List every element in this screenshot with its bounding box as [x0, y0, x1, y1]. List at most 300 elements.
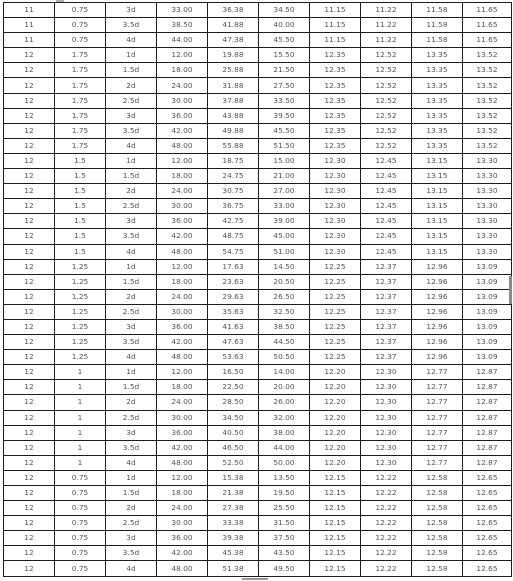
table-cell[interactable]: 13.09 [463, 350, 512, 365]
table-cell[interactable]: 12.30 [310, 244, 361, 259]
table-cell[interactable]: 12 [4, 335, 55, 350]
table-cell[interactable]: 12.45 [361, 169, 412, 184]
table-cell[interactable]: 1.25 [55, 319, 106, 334]
table-cell[interactable]: 12.35 [310, 78, 361, 93]
table-cell[interactable]: 16.50 [208, 365, 259, 380]
table-cell[interactable]: 12.30 [310, 199, 361, 214]
table-cell[interactable]: 3.5d [106, 440, 157, 455]
table-cell[interactable]: 15.38 [208, 470, 259, 485]
table-cell[interactable]: 13.15 [412, 229, 463, 244]
table-cell[interactable]: 12.77 [412, 380, 463, 395]
table-cell[interactable]: 15.00 [259, 153, 310, 168]
table-cell[interactable]: 12 [4, 455, 55, 470]
table-cell[interactable]: 12.15 [310, 486, 361, 501]
table-cell[interactable]: 25.88 [208, 63, 259, 78]
table-cell[interactable]: 21.50 [259, 63, 310, 78]
table-cell[interactable]: 41.88 [208, 18, 259, 33]
table-cell[interactable]: 2.5d [106, 304, 157, 319]
table-cell[interactable]: 24.00 [157, 395, 208, 410]
table-cell[interactable]: 12.25 [310, 259, 361, 274]
table-cell[interactable]: 12 [4, 516, 55, 531]
table-cell[interactable]: 33.50 [259, 93, 310, 108]
table-cell[interactable]: 12.15 [310, 501, 361, 516]
table-cell[interactable]: 36.00 [157, 531, 208, 546]
table-cell[interactable]: 0.75 [55, 18, 106, 33]
table-cell[interactable]: 51.38 [208, 561, 259, 576]
table-cell[interactable]: 11.22 [361, 3, 412, 18]
table-cell[interactable]: 48.00 [157, 350, 208, 365]
table-cell[interactable]: 12.00 [157, 153, 208, 168]
table-cell[interactable]: 12 [4, 259, 55, 274]
table-cell[interactable]: 19.88 [208, 48, 259, 63]
table-cell[interactable]: 44.00 [157, 33, 208, 48]
table-cell[interactable]: 26.50 [259, 289, 310, 304]
table-cell[interactable]: 37.88 [208, 93, 259, 108]
table-cell[interactable]: 13.30 [463, 229, 512, 244]
table-cell[interactable]: 12.35 [310, 138, 361, 153]
table-cell[interactable]: 12.37 [361, 274, 412, 289]
table-cell[interactable]: 36.00 [157, 319, 208, 334]
table-cell[interactable]: 14.50 [259, 259, 310, 274]
table-cell[interactable]: 12 [4, 63, 55, 78]
table-cell[interactable]: 12.45 [361, 184, 412, 199]
table-cell[interactable]: 38.50 [157, 18, 208, 33]
table-cell[interactable]: 27.38 [208, 501, 259, 516]
table-cell[interactable]: 12 [4, 169, 55, 184]
table-cell[interactable]: 12.20 [310, 365, 361, 380]
table-cell[interactable]: 12.58 [412, 531, 463, 546]
table-cell[interactable]: 0.75 [55, 3, 106, 18]
table-cell[interactable]: 12.87 [463, 395, 512, 410]
table-cell[interactable]: 12 [4, 440, 55, 455]
table-cell[interactable]: 49.88 [208, 123, 259, 138]
table-cell[interactable]: 12 [4, 244, 55, 259]
table-cell[interactable]: 42.00 [157, 546, 208, 561]
table-cell[interactable]: 1.5 [55, 199, 106, 214]
table-cell[interactable]: 12.30 [361, 395, 412, 410]
table-cell[interactable]: 11.15 [310, 3, 361, 18]
table-cell[interactable]: 36.00 [157, 108, 208, 123]
table-cell[interactable]: 0.75 [55, 33, 106, 48]
table-cell[interactable]: 12.25 [310, 319, 361, 334]
table-cell[interactable]: 12.65 [463, 531, 512, 546]
table-cell[interactable]: 12.45 [361, 153, 412, 168]
table-cell[interactable]: 22.50 [208, 380, 259, 395]
table-cell[interactable]: 12.25 [310, 335, 361, 350]
table-cell[interactable]: 12.58 [412, 501, 463, 516]
table-cell[interactable]: 12.37 [361, 350, 412, 365]
table-cell[interactable]: 1.5 [55, 153, 106, 168]
table-cell[interactable]: 12.65 [463, 561, 512, 576]
table-cell[interactable]: 1 [55, 395, 106, 410]
table-cell[interactable]: 12.52 [361, 78, 412, 93]
table-cell[interactable]: 4d [106, 244, 157, 259]
table-cell[interactable]: 12.20 [310, 380, 361, 395]
table-cell[interactable]: 17.63 [208, 259, 259, 274]
table-cell[interactable]: 45.00 [259, 229, 310, 244]
table-cell[interactable]: 12 [4, 395, 55, 410]
table-cell[interactable]: 11 [4, 33, 55, 48]
table-cell[interactable]: 12.25 [310, 274, 361, 289]
table-cell[interactable]: 1d [106, 365, 157, 380]
table-cell[interactable]: 1 [55, 365, 106, 380]
table-cell[interactable]: 12.15 [310, 531, 361, 546]
table-cell[interactable]: 12.37 [361, 259, 412, 274]
table-cell[interactable]: 13.15 [412, 169, 463, 184]
table-cell[interactable]: 12.77 [412, 410, 463, 425]
table-cell[interactable]: 12.35 [310, 48, 361, 63]
table-cell[interactable]: 43.88 [208, 108, 259, 123]
table-cell[interactable]: 12.87 [463, 455, 512, 470]
table-cell[interactable]: 13.52 [463, 108, 512, 123]
table-cell[interactable]: 3d [106, 531, 157, 546]
table-cell[interactable]: 4d [106, 350, 157, 365]
table-cell[interactable]: 12.30 [361, 410, 412, 425]
table-cell[interactable]: 3d [106, 108, 157, 123]
table-cell[interactable]: 1.75 [55, 78, 106, 93]
table-cell[interactable]: 12.45 [361, 199, 412, 214]
table-cell[interactable]: 12.52 [361, 93, 412, 108]
table-cell[interactable]: 11.58 [412, 3, 463, 18]
table-cell[interactable]: 51.50 [259, 138, 310, 153]
table-cell[interactable]: 12.45 [361, 244, 412, 259]
table-cell[interactable]: 1.75 [55, 108, 106, 123]
table-cell[interactable]: 27.00 [259, 184, 310, 199]
table-cell[interactable]: 50.00 [259, 455, 310, 470]
table-cell[interactable]: 12.30 [310, 214, 361, 229]
table-cell[interactable]: 13.15 [412, 214, 463, 229]
table-cell[interactable]: 12.15 [310, 561, 361, 576]
table-cell[interactable]: 12 [4, 289, 55, 304]
table-cell[interactable]: 13.52 [463, 123, 512, 138]
table-cell[interactable]: 31.50 [259, 516, 310, 531]
table-cell[interactable]: 24.00 [157, 501, 208, 516]
table-cell[interactable]: 12.77 [412, 425, 463, 440]
table-cell[interactable]: 12 [4, 123, 55, 138]
table-cell[interactable]: 12.22 [361, 470, 412, 485]
table-cell[interactable]: 2.5d [106, 199, 157, 214]
table-cell[interactable]: 12.58 [412, 516, 463, 531]
table-cell[interactable]: 15.50 [259, 48, 310, 63]
table-cell[interactable]: 12.30 [361, 380, 412, 395]
table-cell[interactable]: 3d [106, 319, 157, 334]
table-cell[interactable]: 20.00 [259, 380, 310, 395]
table-cell[interactable]: 40.50 [208, 425, 259, 440]
table-cell[interactable]: 12.35 [310, 123, 361, 138]
table-cell[interactable]: 18.00 [157, 380, 208, 395]
table-cell[interactable]: 11.65 [463, 33, 512, 48]
table-cell[interactable]: 12 [4, 304, 55, 319]
table-cell[interactable]: 12 [4, 350, 55, 365]
table-cell[interactable]: 4d [106, 138, 157, 153]
table-cell[interactable]: 12.87 [463, 365, 512, 380]
table-cell[interactable]: 33.00 [259, 199, 310, 214]
table-cell[interactable]: 24.00 [157, 289, 208, 304]
table-cell[interactable]: 42.00 [157, 123, 208, 138]
table-cell[interactable]: 13.09 [463, 289, 512, 304]
table-cell[interactable]: 12.52 [361, 123, 412, 138]
table-cell[interactable]: 12.35 [310, 108, 361, 123]
table-cell[interactable]: 18.00 [157, 169, 208, 184]
table-cell[interactable]: 12.30 [361, 365, 412, 380]
table-cell[interactable]: 12 [4, 561, 55, 576]
table-cell[interactable]: 35.63 [208, 304, 259, 319]
table-cell[interactable]: 1.25 [55, 274, 106, 289]
table-cell[interactable]: 2d [106, 184, 157, 199]
table-cell[interactable]: 1d [106, 470, 157, 485]
table-cell[interactable]: 51.00 [259, 244, 310, 259]
table-cell[interactable]: 13.15 [412, 199, 463, 214]
table-cell[interactable]: 12.37 [361, 304, 412, 319]
table-cell[interactable]: 39.50 [259, 108, 310, 123]
table-cell[interactable]: 2.5d [106, 410, 157, 425]
table-cell[interactable]: 12.30 [310, 229, 361, 244]
table-cell[interactable]: 18.00 [157, 274, 208, 289]
table-cell[interactable]: 12.30 [361, 455, 412, 470]
table-cell[interactable]: 1.5 [55, 169, 106, 184]
table-cell[interactable]: 1.5 [55, 214, 106, 229]
table-cell[interactable]: 46.50 [208, 440, 259, 455]
table-cell[interactable]: 1.25 [55, 350, 106, 365]
table-cell[interactable]: 36.38 [208, 3, 259, 18]
table-cell[interactable]: 41.63 [208, 319, 259, 334]
table-cell[interactable]: 0.75 [55, 501, 106, 516]
table-cell[interactable]: 12.77 [412, 395, 463, 410]
table-cell[interactable]: 12.87 [463, 410, 512, 425]
table-cell[interactable]: 12.96 [412, 274, 463, 289]
table-cell[interactable]: 12.58 [412, 486, 463, 501]
table-cell[interactable]: 12 [4, 184, 55, 199]
table-cell[interactable]: 13.09 [463, 319, 512, 334]
table-cell[interactable]: 48.00 [157, 455, 208, 470]
table-cell[interactable]: 1.5d [106, 380, 157, 395]
table-cell[interactable]: 39.00 [259, 214, 310, 229]
table-cell[interactable]: 1d [106, 153, 157, 168]
table-cell[interactable]: 3d [106, 214, 157, 229]
table-cell[interactable]: 49.50 [259, 561, 310, 576]
table-cell[interactable]: 13.30 [463, 244, 512, 259]
table-cell[interactable]: 3.5d [106, 546, 157, 561]
table-cell[interactable]: 12 [4, 229, 55, 244]
table-cell[interactable]: 0.75 [55, 561, 106, 576]
table-cell[interactable]: 29.63 [208, 289, 259, 304]
table-cell[interactable]: 45.50 [259, 33, 310, 48]
table-cell[interactable]: 27.50 [259, 78, 310, 93]
table-cell[interactable]: 12 [4, 380, 55, 395]
table-cell[interactable]: 1.25 [55, 259, 106, 274]
table-cell[interactable]: 13.52 [463, 78, 512, 93]
table-cell[interactable]: 13.30 [463, 169, 512, 184]
table-cell[interactable]: 12.58 [412, 546, 463, 561]
table-cell[interactable]: 2d [106, 395, 157, 410]
table-cell[interactable]: 3d [106, 3, 157, 18]
table-cell[interactable]: 32.50 [259, 304, 310, 319]
table-cell[interactable]: 12.30 [310, 153, 361, 168]
table-cell[interactable]: 11.22 [361, 33, 412, 48]
table-cell[interactable]: 12.15 [310, 516, 361, 531]
table-cell[interactable]: 12.25 [310, 350, 361, 365]
table-cell[interactable]: 38.50 [259, 319, 310, 334]
table-cell[interactable]: 12.45 [361, 214, 412, 229]
table-cell[interactable]: 11.15 [310, 33, 361, 48]
table-cell[interactable]: 52.50 [208, 455, 259, 470]
table-cell[interactable]: 30.75 [208, 184, 259, 199]
table-cell[interactable]: 4d [106, 455, 157, 470]
table-cell[interactable]: 12 [4, 78, 55, 93]
table-cell[interactable]: 1.75 [55, 48, 106, 63]
table-cell[interactable]: 12.37 [361, 335, 412, 350]
table-cell[interactable]: 37.50 [259, 531, 310, 546]
table-cell[interactable]: 1.5 [55, 244, 106, 259]
table-cell[interactable]: 30.00 [157, 516, 208, 531]
table-cell[interactable]: 3d [106, 425, 157, 440]
table-cell[interactable]: 24.75 [208, 169, 259, 184]
table-cell[interactable]: 13.15 [412, 153, 463, 168]
table-cell[interactable]: 12 [4, 501, 55, 516]
table-cell[interactable]: 12.15 [310, 470, 361, 485]
table-cell[interactable]: 30.00 [157, 410, 208, 425]
table-cell[interactable]: 11.65 [463, 3, 512, 18]
table-cell[interactable]: 11.65 [463, 18, 512, 33]
table-cell[interactable]: 13.09 [463, 259, 512, 274]
table-cell[interactable]: 13.50 [259, 470, 310, 485]
table-cell[interactable]: 1.25 [55, 335, 106, 350]
table-cell[interactable]: 12 [4, 108, 55, 123]
table-cell[interactable]: 12.37 [361, 319, 412, 334]
table-cell[interactable]: 12.45 [361, 229, 412, 244]
table-cell[interactable]: 47.63 [208, 335, 259, 350]
table-cell[interactable]: 13.35 [412, 108, 463, 123]
table-cell[interactable]: 1 [55, 440, 106, 455]
table-cell[interactable]: 24.00 [157, 184, 208, 199]
table-cell[interactable]: 12 [4, 531, 55, 546]
table-cell[interactable]: 3.5d [106, 335, 157, 350]
table-cell[interactable]: 18.75 [208, 153, 259, 168]
table-cell[interactable]: 48.00 [157, 244, 208, 259]
table-cell[interactable]: 12.52 [361, 63, 412, 78]
table-cell[interactable]: 12 [4, 319, 55, 334]
table-cell[interactable]: 12.22 [361, 516, 412, 531]
table-cell[interactable]: 12.52 [361, 138, 412, 153]
table-cell[interactable]: 2.5d [106, 516, 157, 531]
table-cell[interactable]: 12.96 [412, 259, 463, 274]
table-cell[interactable]: 1.5d [106, 169, 157, 184]
table-cell[interactable]: 3.5d [106, 18, 157, 33]
table-cell[interactable]: 12 [4, 93, 55, 108]
table-cell[interactable]: 0.75 [55, 486, 106, 501]
table-cell[interactable]: 12 [4, 425, 55, 440]
table-cell[interactable]: 12 [4, 470, 55, 485]
table-cell[interactable]: 26.00 [259, 395, 310, 410]
table-cell[interactable]: 1.75 [55, 63, 106, 78]
table-cell[interactable]: 11.22 [361, 18, 412, 33]
table-cell[interactable]: 18.00 [157, 486, 208, 501]
table-cell[interactable]: 2d [106, 289, 157, 304]
vertical-scrollbar-thumb[interactable] [509, 276, 512, 304]
table-cell[interactable]: 11 [4, 18, 55, 33]
table-cell[interactable]: 2d [106, 501, 157, 516]
table-cell[interactable]: 12.35 [310, 93, 361, 108]
table-cell[interactable]: 11 [4, 3, 55, 18]
table-cell[interactable]: 13.15 [412, 184, 463, 199]
table-cell[interactable]: 12.00 [157, 365, 208, 380]
table-cell[interactable]: 12 [4, 365, 55, 380]
table-cell[interactable]: 1.5d [106, 63, 157, 78]
table-cell[interactable]: 12.20 [310, 425, 361, 440]
table-cell[interactable]: 4d [106, 33, 157, 48]
table-cell[interactable]: 12.20 [310, 440, 361, 455]
table-cell[interactable]: 12.37 [361, 289, 412, 304]
table-cell[interactable]: 42.75 [208, 214, 259, 229]
table-cell[interactable]: 40.00 [259, 18, 310, 33]
table-cell[interactable]: 1.5 [55, 229, 106, 244]
table-cell[interactable]: 38.00 [259, 425, 310, 440]
table-cell[interactable]: 12.25 [310, 289, 361, 304]
table-cell[interactable]: 1.5 [55, 184, 106, 199]
table-cell[interactable]: 12.65 [463, 546, 512, 561]
table-cell[interactable]: 12.87 [463, 380, 512, 395]
table-cell[interactable]: 1.75 [55, 138, 106, 153]
table-cell[interactable]: 32.00 [259, 410, 310, 425]
table-cell[interactable]: 30.00 [157, 93, 208, 108]
table-cell[interactable]: 12.15 [310, 546, 361, 561]
table-cell[interactable]: 12.20 [310, 410, 361, 425]
table-cell[interactable]: 1.25 [55, 304, 106, 319]
table-cell[interactable]: 12.00 [157, 259, 208, 274]
table-cell[interactable]: 44.50 [259, 335, 310, 350]
table-cell[interactable]: 12.52 [361, 48, 412, 63]
table-cell[interactable]: 13.52 [463, 93, 512, 108]
table-cell[interactable]: 13.30 [463, 153, 512, 168]
table-cell[interactable]: 50.50 [259, 350, 310, 365]
table-cell[interactable]: 12 [4, 274, 55, 289]
table-cell[interactable]: 1 [55, 380, 106, 395]
table-cell[interactable]: 42.00 [157, 229, 208, 244]
table-cell[interactable]: 20.50 [259, 274, 310, 289]
table-cell[interactable]: 13.30 [463, 214, 512, 229]
table-cell[interactable]: 34.50 [208, 410, 259, 425]
table-cell[interactable]: 12 [4, 546, 55, 561]
table-cell[interactable]: 12.22 [361, 531, 412, 546]
table-cell[interactable]: 14.00 [259, 365, 310, 380]
table-cell[interactable]: 3.5d [106, 123, 157, 138]
table-cell[interactable]: 1d [106, 259, 157, 274]
table-cell[interactable]: 12.20 [310, 455, 361, 470]
table-cell[interactable]: 33.00 [157, 3, 208, 18]
table-cell[interactable]: 1.75 [55, 93, 106, 108]
table-cell[interactable]: 39.38 [208, 531, 259, 546]
table-cell[interactable]: 13.35 [412, 123, 463, 138]
table-cell[interactable]: 43.50 [259, 546, 310, 561]
table-cell[interactable]: 12.35 [310, 63, 361, 78]
table-cell[interactable]: 13.52 [463, 48, 512, 63]
table-cell[interactable]: 12.22 [361, 561, 412, 576]
table-cell[interactable]: 13.52 [463, 63, 512, 78]
table-cell[interactable]: 12 [4, 199, 55, 214]
table-cell[interactable]: 48.75 [208, 229, 259, 244]
table-cell[interactable]: 42.00 [157, 440, 208, 455]
table-cell[interactable]: 31.88 [208, 78, 259, 93]
table-cell[interactable]: 2.5d [106, 93, 157, 108]
table-cell[interactable]: 48.00 [157, 561, 208, 576]
table-cell[interactable]: 1.25 [55, 289, 106, 304]
table-cell[interactable]: 13.35 [412, 48, 463, 63]
table-cell[interactable]: 13.15 [412, 244, 463, 259]
table-cell[interactable]: 12.30 [361, 440, 412, 455]
table-cell[interactable]: 0.75 [55, 531, 106, 546]
table-cell[interactable]: 42.00 [157, 335, 208, 350]
table-cell[interactable]: 53.63 [208, 350, 259, 365]
